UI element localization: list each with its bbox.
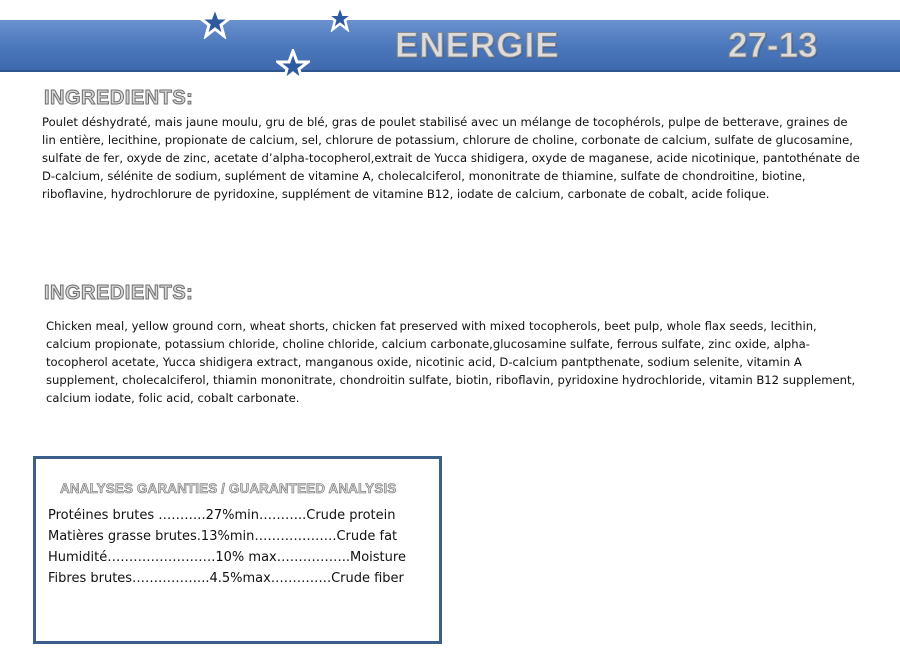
product-code: 27-13 xyxy=(728,26,818,65)
star-icon xyxy=(198,5,232,39)
product-title: ENERGIE xyxy=(395,26,560,65)
french-ingredients-text: Poulet déshydraté, mais jaune moulu, gru de blé, gras de poulet stabilisé avec un mélange de tocophérols, pulpe de betterave, graines de lin entière, lecithine, propionate de calcium, sel, chlorure de potassium, chlorure de choline, corbonate de calcium, sulfate de glucosamine, sulfate de fer, oxyde de zinc, acetate d’alpha-tocopherol,extrait de Yucca shidigera, oxyde de maganese, acide nicotinique, pantothénate de D-calcium, sélénite de sodium, suplément de vitamine A, cholecalciferol, mononitrate de thiamine, sulfate de chondroitine, biotine, riboflavine, hydrochlorure de pyridoxine, supplément de vitamine B12, iodate de calcium, carbonate de cobalt, acide folique. xyxy=(42,115,860,201)
guaranteed-analysis-box xyxy=(33,456,442,644)
analysis-row-fat: Matières grasse brutes.13%min……………….Crude fat xyxy=(48,529,398,544)
french-ingredients-heading: INGREDIENTS: xyxy=(44,87,194,109)
english-ingredients-text: Chicken meal, yellow ground corn, wheat shorts, chicken fat preserved with mixed tocopherols, beet pulp, whole flax seeds, lecithin, calcium propionate, potassium chloride, choline chloride, calcium carbonate,glucosamine sulfate, ferrous sulfate, zinc oxide, alpha-tocopherol acetate, Yucca shidigera extract, manganous oxide, nicotinic acid, D-calcium pantpthenate, sodium selenite, vitamin A supplement, cholecalciferol, thiamin mononitrate, chondroitin sulfate, biotin, riboflavin, pyridoxine hydrochloride, vitamin B12 supplement, calcium iodate, folic acid, cobalt carbonate. xyxy=(46,319,856,405)
english-ingredients-heading: INGREDIENTS: xyxy=(44,282,194,304)
star-icon xyxy=(276,49,310,83)
analysis-row-fiber: Fibres brutes……………...4.5%max…………..Crude fiber xyxy=(48,571,404,586)
analysis-row-moisture: Humidité…………………….10% max……………..Moisture xyxy=(48,550,406,565)
analysis-row-protein: Protéines brutes ………..27%min………..Crude protein xyxy=(48,508,396,523)
star-icon xyxy=(326,4,354,32)
analysis-title: ANALYSES GARANTIES / GUARANTEED ANALYSIS xyxy=(60,481,397,496)
